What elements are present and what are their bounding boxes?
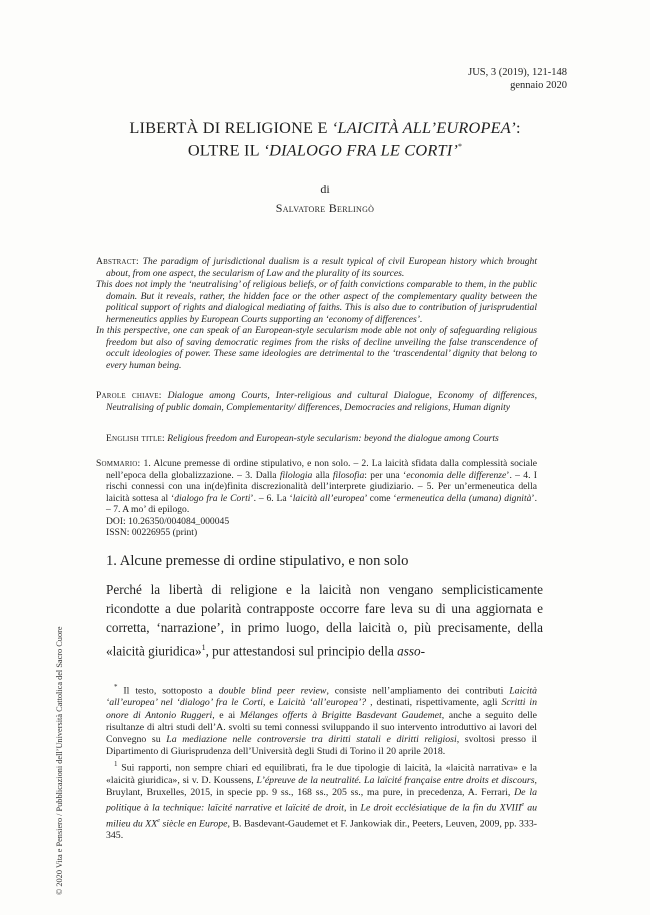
- abstract-text-2: This does not imply the ‘neutralising’ of religious beliefs, or of faith convictions comparable to them, in the public domain. But it reveals, rather, the hidden face or the other aspect of the complementary quality between the political support of rights and dialogical mediating of faiths. This is also due to contribution of jurisprudential hermeneutics applies by European Courts supporting an ‘economy of differences’.: [96, 279, 537, 325]
- keywords-label: Parole chiave:: [96, 390, 162, 401]
- journal-citation: JUS, 3 (2019), 121-148: [468, 67, 567, 78]
- summary-text: Sommario: 1. Alcune premesse di ordine stipulativo, e non solo. – 2. La laicità sfidata dalla complessità sociale nell’epoca della globalizzazione. – 3. Dalla filologia alla filosofia: per una ‘economia delle differenze’. – 4. I rischi connessi con una in(de)finita discrezionalità dell’interprete giudiziario. – 5. Per un’ermeneutica della laicità sottesa al ‘dialogo fra le Corti’. – 6. La ‘laicità all’europea’ come ‘ermeneutica della (umana) dignità’. – 7. A mo’ di epilogo.: [96, 458, 537, 515]
- byline-di: di: [320, 182, 330, 196]
- keywords-block: [96, 390, 537, 413]
- author-name: Salvatore Berlingò: [275, 201, 375, 215]
- title-line-2: OLTRE IL ‘DIALOGO FRA LE CORTI’*: [187, 140, 463, 160]
- issn: ISSN: 00226955 (print): [106, 527, 198, 538]
- title-footnote-mark[interactable]: *: [457, 142, 463, 151]
- journal-reference: [468, 66, 567, 92]
- abstract-block: [96, 256, 537, 371]
- footnote-ref-1[interactable]: 1: [201, 642, 206, 652]
- journal-date: gennaio 2020: [510, 80, 567, 91]
- english-title-text: Religious freedom and European-style secularism: beyond the dialogue among Courts: [167, 433, 499, 444]
- footnote-1: $^1$ Sui rapporti, non sempre chiari ed equilibrati, fra le due tipologie di laicità, la «laicità narrativa» e la «laicità giuridica», si v. D. Koussens, L’épreuve de la neutralité. La laïcité française entre droits et discours, Bruylant, Bruxelles, 2015, in specie pp. 9 ss., 168 ss., 205 ss., ma pure, in precedenza, A. Ferrari, De la politique à la technique: laïcité narrative et laïcité de droit, in Le droit ecclésiatique de la fin du XVIIIe au milieu du XXe siècle en Europe, B. Basdevant-Gaudemet et F. Jankowiak dir., Peeters, Leuven, 2009, pp. 333-345.: [106, 760, 538, 842]
- summary-block: [96, 458, 537, 539]
- section-heading: 1. Alcune premesse di ordine stipulativo, e non solo: [106, 553, 409, 569]
- keywords-text: Dialogue among Courts, Inter-religious and cultural Dialogue, Economy of differences, Neutralising of public domain, Complementarity/ differences, Democracies and religions, Human dignity: [106, 390, 537, 413]
- copyright-side-note: © 2020 Vita e Pensiero / Pubblicazioni dell’Università Cattolica del Sacro Cuore: [55, 626, 64, 895]
- footnotes: [106, 681, 537, 843]
- english-title-block: [106, 433, 537, 445]
- main-paragraph: Perché la libertà di religione e la laicità non vengano semplicisticamente ricondotte a due polarità contrapposte occorre fare leva su di una aggiornata e corretta, ‘narrazione’, in primo luogo, della laicità o, più precisamente, della «laicità giuridica»$^1$, pur attestandosi sul principio della asso-: [106, 582, 543, 658]
- article-title: [100, 118, 550, 159]
- abstract-text-3: In this perspective, one can speak of an European-style secularism mode able not only of safeguarding religious freedom but also of saving democratic regimes from the risks of decline unveiling the false transcendence of occult ideologies of power. These same ideologies are detrimental to the ‘trascendental’ dignity that belong to every human being.: [96, 325, 537, 371]
- footnote-star: * Il testo, sottoposto a double blind peer review, consiste nell’ampliamento dei contributi Laicità ‘all’europea’ nel ‘dialogo’ fra le Corti, e Laicità ‘all’europea’? , destinati, rispettivamente, agli Scritti in onore di Antonio Ruggeri, e ai Mélanges offerts à Brigitte Basdevant Gaudemet, anche a seguito delle risultanze di altri studi dell’A. svolti su temi connessi sviluppando il suo intervento introduttivo ai lavori del Convegno su La mediazione nelle controversie tra diritti statali e diritti religiosi, svoltosi presso il Dipartimento di Giurisprudenza dell’Università degli Studi di Torino il 20 aprile 2018.: [106, 683, 538, 758]
- abstract-label: Abstract:: [96, 256, 139, 267]
- english-title-label: English title:: [106, 433, 165, 444]
- doi: DOI: 10.26350/004084_000045: [106, 515, 230, 527]
- title-line-1: LIBERTÀ DI RELIGIONE E ‘LAICITÀ ALL’EUROPEA’:: [129, 118, 521, 137]
- abstract-text-1: The paradigm of jurisdictional dualism is a result typical of civil European history which brought about, from one aspect, the secularism of Law and the plurality of its sources.: [106, 256, 537, 279]
